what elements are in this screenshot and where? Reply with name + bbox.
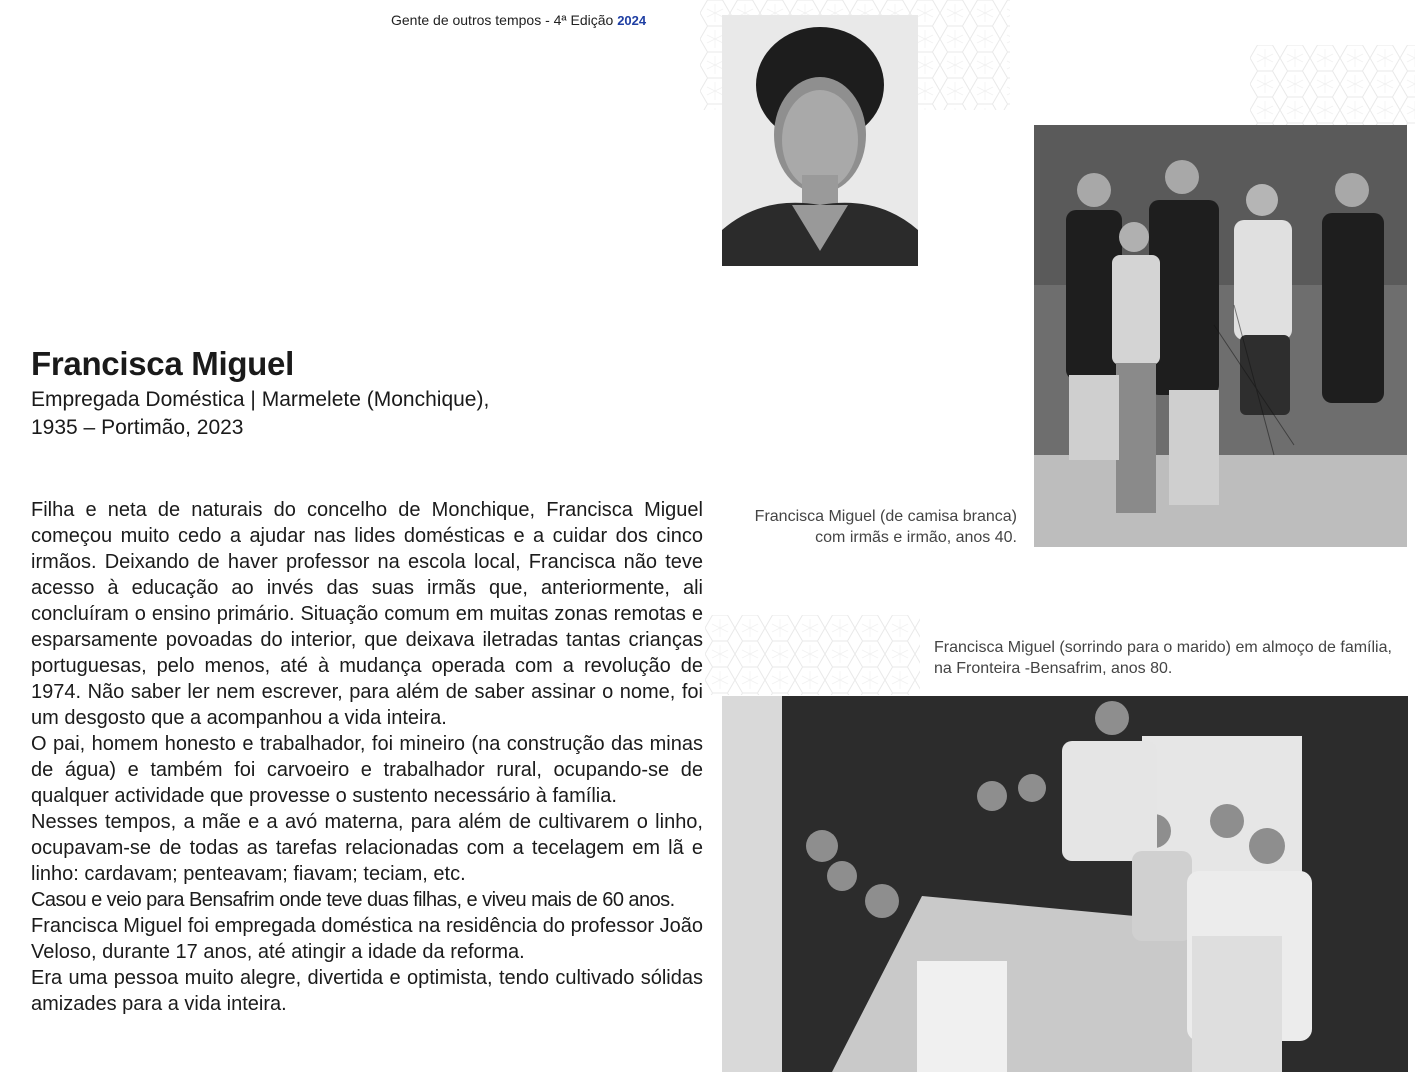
subtitle-line-1: Empregada Doméstica | Marmelete (Monchique), <box>31 388 490 411</box>
siblings-caption-line1: Francisca Miguel (de camisa branca) <box>754 508 1017 525</box>
bio-paragraph: Casou e veio para Bensafrim onde teve duas filhas, e viveu mais de 60 anos. <box>31 889 675 911</box>
siblings-photo <box>1034 125 1407 547</box>
bio-paragraph: Era uma pessoa muito alegre, divertida e optimista, tendo cultivado sólidas amizades para a vida inteira. <box>31 967 703 1015</box>
portrait-photo <box>722 15 918 266</box>
family-lunch-photo <box>722 696 1408 1072</box>
siblings-photo-caption <box>715 506 1017 548</box>
subtitle-line-2: 1935 – Portimão, 2023 <box>31 416 244 439</box>
bio-paragraph: Filha e neta de naturais do concelho de Monchique, Francisca Miguel começou muito cedo a ajudar nas lides domésticas e a cuidar dos cinco irmãos. Deixando de haver professor na escola local, Francisca não teve acesso à educação ao invés das suas irmãs que, anteriormente, ali concluíram o ensino primário. Situação comum em muitas zonas remotas e esparsamente povoadas do interior, que deixava iletradas tantas crianças portuguesas, pelo menos, até à mudança operada com a revolução de 1974. Não saber ler nem escrever, para além de saber assinar o nome, foi um desgosto que a acompanhou a vida inteira. <box>31 499 703 729</box>
publication-header <box>391 12 646 28</box>
header-year: 2024 <box>617 13 647 28</box>
header-title: Gente de outros tempos - 4ª Edição <box>391 12 614 28</box>
biography-text <box>31 497 703 1017</box>
bio-paragraph: O pai, homem honesto e trabalhador, foi mineiro (na construção das minas de água) e também foi carvoeiro e trabalhador rural, ocupando-se de qualquer actividade que provesse o sustento necessário à família. <box>31 733 703 807</box>
bio-paragraph: Francisca Miguel foi empregada doméstica na residência do professor João Veloso, durante 17 anos, até atingir a idade da reforma. <box>31 915 703 963</box>
bio-paragraph: Nesses tempos, a mãe e a avó materna, para além de cultivarem o linho, ocupavam-se de todas as tarefas relacionadas com a tecelagem em lã e linho: cardavam; penteavam; fiavam; teciam, etc. <box>31 811 703 885</box>
person-subtitle <box>31 386 489 442</box>
family-caption-line1: Francisca Miguel (sorrindo para o marido) em almoço de família, <box>934 639 1392 656</box>
family-caption-line2: na Fronteira -Bensafrim, anos 80. <box>934 660 1173 677</box>
hexagon-pattern-right <box>1250 45 1415 125</box>
family-photo-caption <box>934 637 1414 679</box>
person-name: Francisca Miguel <box>31 345 294 382</box>
siblings-caption-line2: com irmãs e irmão, anos 40. <box>815 529 1017 546</box>
hexagon-pattern-middle <box>705 615 920 695</box>
